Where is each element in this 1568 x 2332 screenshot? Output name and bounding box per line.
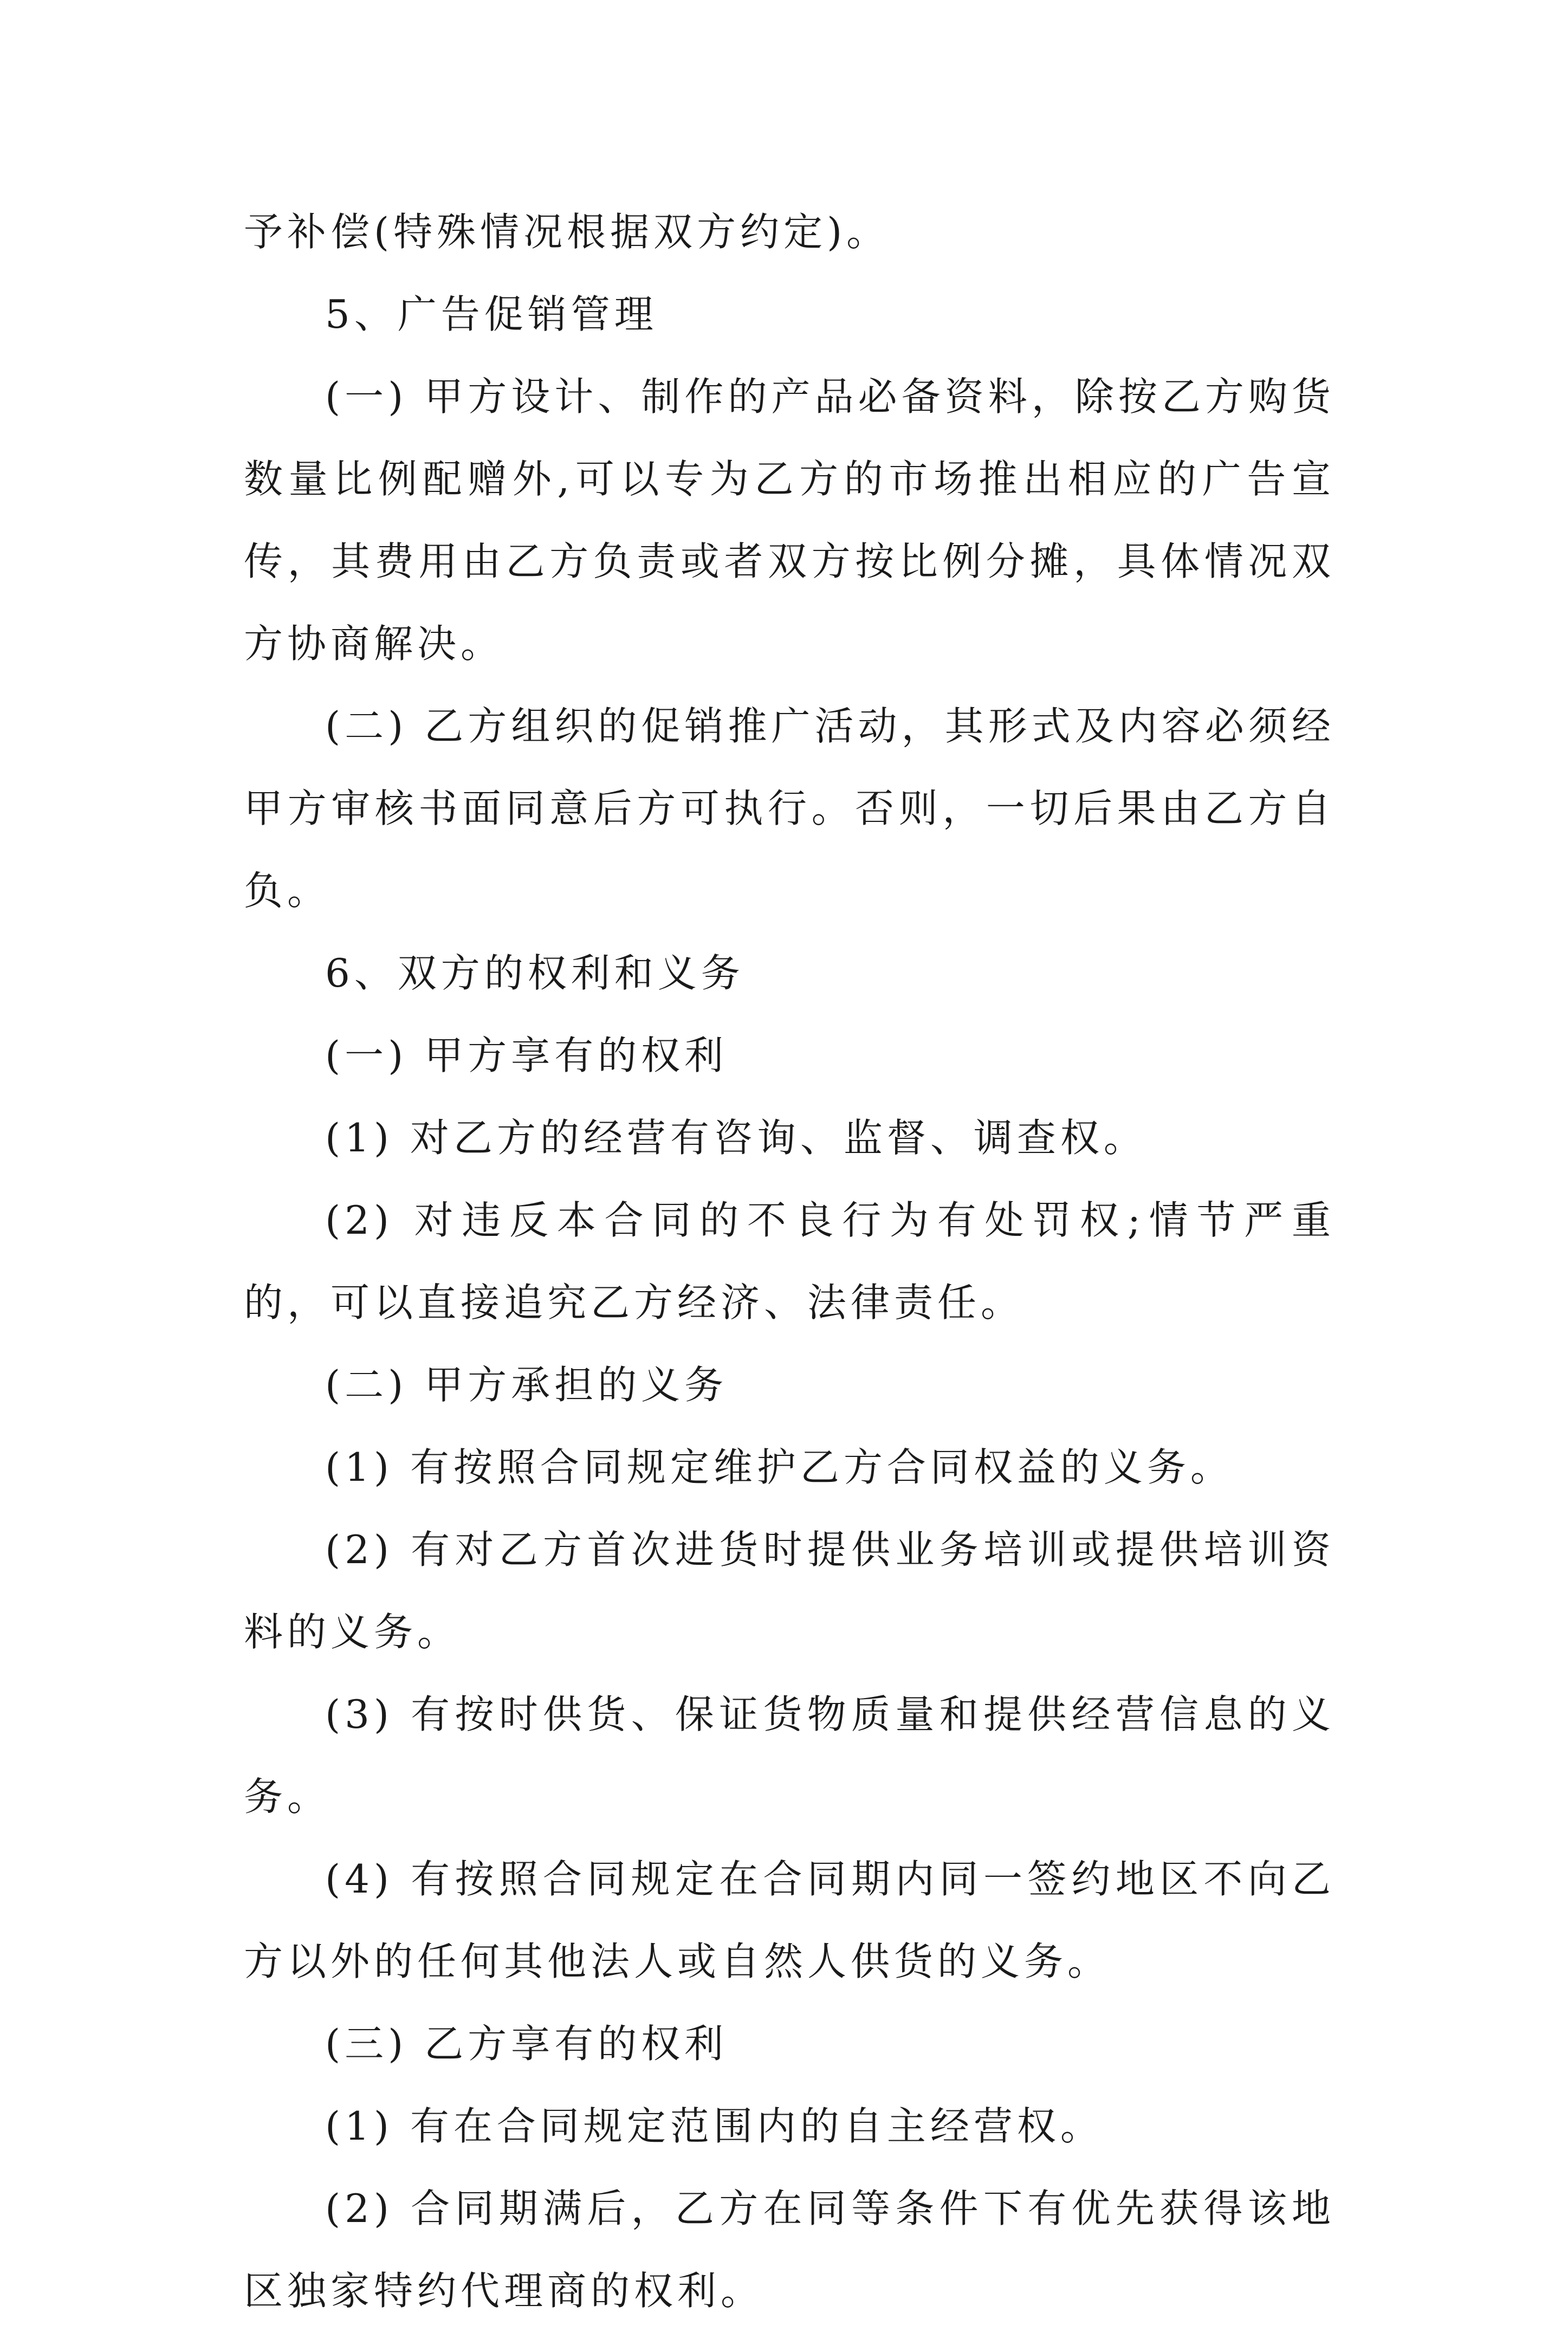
section-heading: 6、双方的权利和义务: [325, 950, 744, 996]
list-item: (2) 合同期满后，乙方在同等条件下有优先获得该地区独家特约代理商的权利。: [244, 2186, 1335, 2314]
subsection-heading: (二) 甲方承担的义务: [325, 1362, 728, 1408]
paragraph: 予补偿(特殊情况根据双方约定)。: [244, 209, 890, 255]
list-item: (1) 有在合同规定范围内的自主经营权。: [325, 2103, 1104, 2149]
list-item: (3) 有按时供货、保证货物质量和提供经营信息的义务。: [244, 1692, 1335, 1819]
section-heading: 5、广告促销管理: [325, 292, 658, 337]
body-text: [244, 191, 1335, 2332]
list-item: (2) 对违反本合同的不良行为有处罚权;情节严重的，可以直接追究乙方经济、法律责任。: [244, 1197, 1335, 1325]
subsection-heading: (一) 甲方享有的权利: [325, 1033, 728, 1078]
list-item: (4) 有按照合同规定在合同期内同一签约地区不向乙方以外的任何其他法人或自然人供货的义务。: [244, 1856, 1335, 1984]
paragraph: (二) 乙方组织的促销推广活动，其形式及内容必须经甲方审核书面同意后方可执行。否则，一切后果由乙方自负。: [244, 703, 1335, 914]
list-item: (1) 有按照合同规定维护乙方合同权益的义务。: [325, 1444, 1234, 1490]
subsection-heading: (三) 乙方享有的权利: [325, 2021, 728, 2067]
paragraph: (一) 甲方设计、制作的产品必备资料，除按乙方购货数量比例配赠外,可以专为乙方的市场推出相应的广告宣传，其费用由乙方负责或者双方按比例分摊，具体情况双方协商解决。: [244, 374, 1335, 666]
list-item: (1) 对乙方的经营有咨询、监督、调查权。: [325, 1115, 1147, 1161]
list-item: (2) 有对乙方首次进货时提供业务培训或提供培训资料的义务。: [244, 1527, 1335, 1655]
